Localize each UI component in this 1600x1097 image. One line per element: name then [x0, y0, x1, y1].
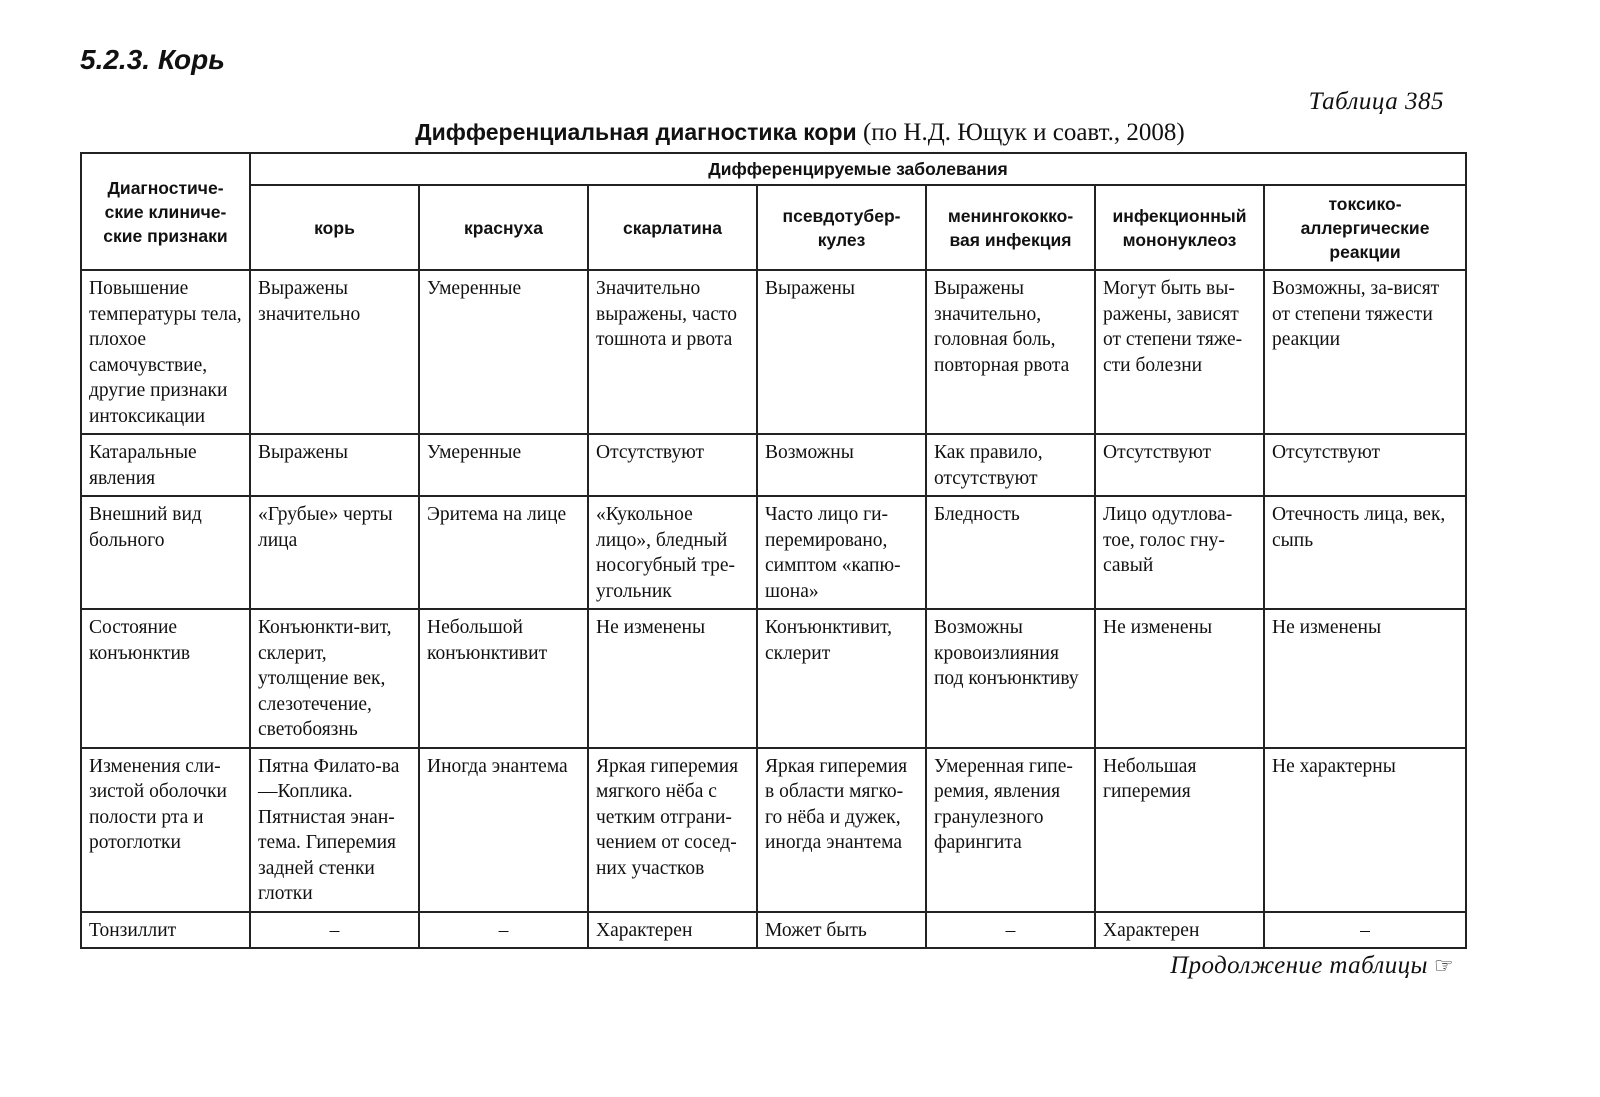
table-cell: Выражены	[250, 434, 419, 496]
continued-label: Продолжение таблицы	[1170, 952, 1428, 979]
table-caption	[0, 119, 1600, 147]
table-cell: Отечность лица, век, сыпь	[1264, 496, 1466, 609]
continued-note	[1170, 952, 1454, 980]
header-col-measles: корь	[250, 185, 419, 270]
table-cell: Бледность	[926, 496, 1095, 609]
table-cell: Яркая гиперемия в области мягко-го нёба и дужек, иногда энантема	[757, 748, 926, 912]
table-cell: Часто лицо ги-перемировано, симптом «капю-шона»	[757, 496, 926, 609]
table-number: Таблица 385	[1308, 88, 1444, 115]
table-row	[81, 912, 1466, 949]
table-cell: Конъюнктивит, склерит	[757, 609, 926, 748]
table-cell: Умеренная гипе-ремия, явления гранулезного фарингита	[926, 748, 1095, 912]
table-row	[81, 748, 1466, 912]
table-cell: «Кукольное лицо», бледный носогубный тре-угольник	[588, 496, 757, 609]
table-cell: Яркая гиперемия мягкого нёба с четким отграни-чением от сосед-них участков	[588, 748, 757, 912]
table-caption-bold: Дифференциальная диагностика кори	[415, 119, 857, 145]
hand-pointing-icon: ☞	[1433, 953, 1454, 978]
table-cell: –	[250, 912, 419, 949]
header-col-meningococcal: менингококко-вая инфекция	[926, 185, 1095, 270]
table-cell: Возможны, за-висят от степени тяжести реакции	[1264, 270, 1466, 434]
header-diagnostic-signs: Диагностиче-ские клиниче-ские признаки	[81, 153, 250, 270]
row-label: Катаральные явления	[81, 434, 250, 496]
table-cell: Лицо одутлова-тое, голос гну-савый	[1095, 496, 1264, 609]
table-cell: Как правило, отсутствуют	[926, 434, 1095, 496]
table-cell: Значительно выражены, часто тошнота и рвота	[588, 270, 757, 434]
table-cell: Возможны кровоизлияния под конъюнктиву	[926, 609, 1095, 748]
table-cell: Выражены значительно, головная боль, повторная рвота	[926, 270, 1095, 434]
table-cell: –	[419, 912, 588, 949]
table-cell: Не изменены	[1264, 609, 1466, 748]
table-cell: –	[926, 912, 1095, 949]
header-col-rubella: краснуха	[419, 185, 588, 270]
table-cell: Характерен	[1095, 912, 1264, 949]
table-cell: Выражены значительно	[250, 270, 419, 434]
table-cell: Характерен	[588, 912, 757, 949]
header-col-toxic-allergic: токсико-аллергические реакции	[1264, 185, 1466, 270]
table-cell: Небольшой конъюнктивит	[419, 609, 588, 748]
header-col-mononucleosis: инфекционный мононуклеоз	[1095, 185, 1264, 270]
table-cell: Отсутствуют	[1264, 434, 1466, 496]
section-title: 5.2.3. Корь	[80, 44, 225, 75]
table-cell: Небольшая гиперемия	[1095, 748, 1264, 912]
row-label: Внешний вид больного	[81, 496, 250, 609]
table-cell: Эритема на лице	[419, 496, 588, 609]
row-label: Состояние конъюнктив	[81, 609, 250, 748]
table-cell: «Грубые» черты лица	[250, 496, 419, 609]
header-col-pseudotuberculosis: псевдотубер-кулез	[757, 185, 926, 270]
table-row	[81, 434, 1466, 496]
table-row	[81, 270, 1466, 434]
header-diseases-group: Дифференцируемые заболевания	[250, 153, 1466, 185]
table-cell: –	[1264, 912, 1466, 949]
table-cell: Пятна Филато-ва—Коплика. Пятнистая энан-тема. Гиперемия задней стенки глотки	[250, 748, 419, 912]
row-label: Тонзиллит	[81, 912, 250, 949]
table-row	[81, 609, 1466, 748]
table-cell: Умеренные	[419, 434, 588, 496]
table-cell: Не изменены	[588, 609, 757, 748]
table-cell: Отсутствуют	[1095, 434, 1264, 496]
row-label: Повышение температуры тела, плохое самочувствие, другие признаки интоксикации	[81, 270, 250, 434]
table-cell: Не характерны	[1264, 748, 1466, 912]
header-col-scarlet-fever: скарлатина	[588, 185, 757, 270]
table-cell: Умеренные	[419, 270, 588, 434]
table-cell: Конъюнкти-вит, склерит, утолщение век, слезотечение, светобоязнь	[250, 609, 419, 748]
differential-diagnosis-table	[80, 152, 1467, 949]
table-caption-source: (по Н.Д. Ющук и соавт., 2008)	[856, 119, 1185, 146]
table-cell: Отсутствуют	[588, 434, 757, 496]
table-cell: Иногда энантема	[419, 748, 588, 912]
table-row	[81, 496, 1466, 609]
table-cell: Может быть	[757, 912, 926, 949]
table-cell: Выражены	[757, 270, 926, 434]
row-label: Изменения сли-зистой оболочки полости рта и ротоглотки	[81, 748, 250, 912]
table-cell: Могут быть вы-ражены, зависят от степени тяже-сти болезни	[1095, 270, 1264, 434]
table-cell: Возможны	[757, 434, 926, 496]
table-cell: Не изменены	[1095, 609, 1264, 748]
